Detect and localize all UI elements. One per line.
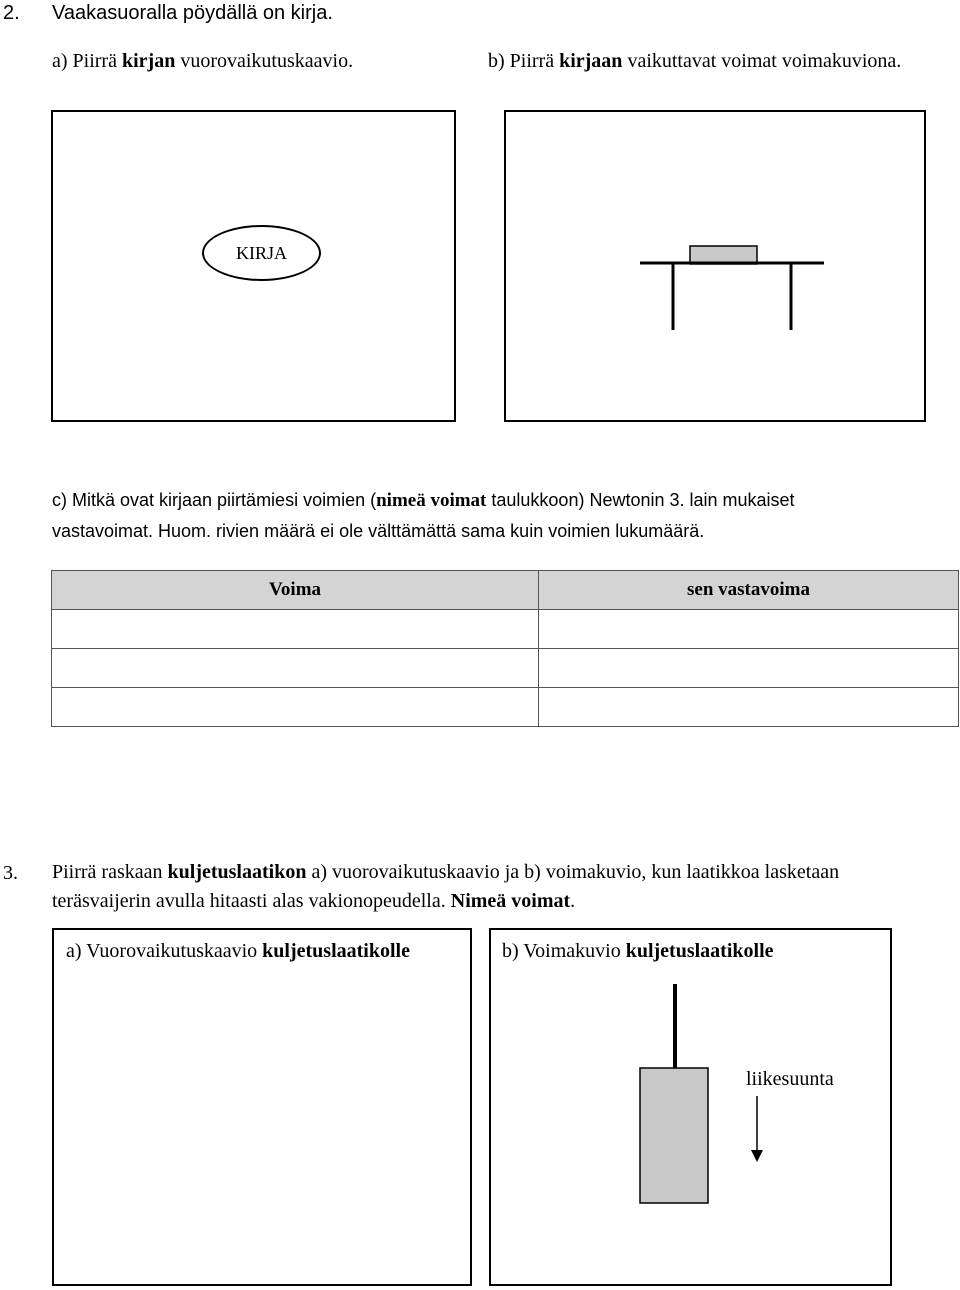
- question-3-line-2: teräsvaijerin avulla hitaasti alas vakionopeudella. Nimeä voimat.: [52, 890, 576, 912]
- question-2c-text: [52, 485, 952, 547]
- counterforce-cell-2[interactable]: [539, 649, 959, 688]
- question-2b-instruction: b) Piirrä kirjaan vaikuttavat voimat voimakuviona.: [488, 50, 902, 72]
- question-2c-line-1: c) Mitkä ovat kirjaan piirtämiesi voimien (nimeä voimat taulukkoon) Newtonin 3. lain mukaiset: [52, 490, 795, 511]
- force-cell-2[interactable]: [52, 649, 539, 688]
- table-with-book-illustration: [600, 230, 860, 340]
- question-2a-instruction: a) Piirrä kirjan vuorovaikutuskaavio.: [52, 50, 354, 72]
- question-3-line-1: Piirrä raskaan kuljetuslaatikon a) vuorovaikutuskaavio ja b) voimakuvio, kun laatikkoa lasketaan: [52, 861, 840, 883]
- force-cell-1[interactable]: [52, 610, 539, 649]
- counterforce-table: [51, 570, 959, 727]
- motion-direction-arrow: [748, 1094, 768, 1164]
- question-2-number: 2.: [3, 2, 20, 24]
- motion-direction-label: liikesuunta: [746, 1068, 834, 1090]
- counterforce-cell-3[interactable]: [539, 688, 959, 727]
- force-cell-3[interactable]: [52, 688, 539, 727]
- book-shape: [690, 246, 757, 264]
- question-2c-line-2: vastavoimat. Huom. rivien määrä ei ole välttämättä sama kuin voimien lukumäärä.: [52, 521, 705, 541]
- question-3b-label: b) Voimakuvio kuljetuslaatikolle: [502, 940, 774, 962]
- question-3-text: [52, 858, 957, 916]
- table-header-row: [52, 571, 959, 610]
- table-row: [52, 649, 959, 688]
- table-row: [52, 610, 959, 649]
- crate-shape: [640, 1068, 708, 1203]
- counterforce-cell-1[interactable]: [539, 610, 959, 649]
- arrow-down-icon: [751, 1150, 763, 1162]
- question-3-number: 3.: [3, 862, 18, 884]
- table-row: [52, 688, 959, 727]
- book-ellipse-label: KIRJA: [235, 242, 287, 263]
- header-counterforce: sen vastavoima: [539, 571, 959, 610]
- header-force: Voima: [52, 571, 539, 610]
- book-ellipse: [202, 225, 321, 281]
- interaction-diagram-box-crate[interactable]: [52, 928, 472, 1286]
- question-3a-label: a) Vuorovaikutuskaavio kuljetuslaatikolle: [66, 940, 410, 962]
- question-2-title: Vaakasuoralla pöydällä on kirja.: [52, 2, 333, 24]
